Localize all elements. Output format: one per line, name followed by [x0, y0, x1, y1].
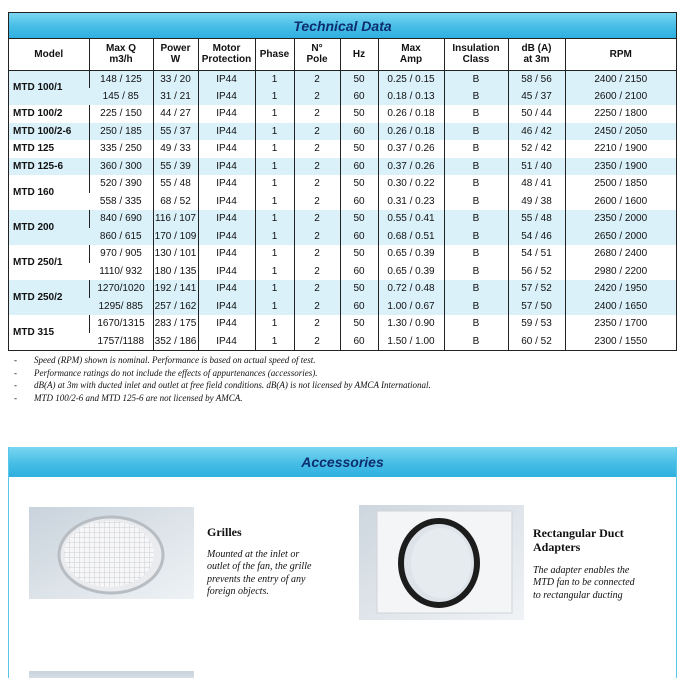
table-cell: B — [444, 228, 508, 246]
table-cell: 1757/1188 — [89, 333, 153, 351]
grilles-title: Grilles — [207, 525, 242, 539]
table-row — [9, 88, 676, 106]
table-row — [9, 193, 676, 211]
table-cell: B — [444, 88, 508, 106]
table-row — [9, 210, 676, 228]
table-cell: 55 / 39 — [153, 158, 198, 176]
table-cell: 49 / 38 — [508, 193, 565, 211]
table-cell: 335 / 250 — [89, 140, 153, 158]
table-row — [9, 123, 676, 141]
table-cell: 225 / 150 — [89, 105, 153, 123]
table-cell: 2 — [294, 280, 340, 298]
table-cell: 60 — [340, 298, 378, 316]
table-cell: 0.72 / 0.48 — [378, 280, 444, 298]
column-header: Phase — [255, 39, 294, 70]
table-cell: 1 — [255, 175, 294, 193]
table-cell: 54 / 46 — [508, 228, 565, 246]
table-cell: 2 — [294, 333, 340, 351]
table-cell: 1670/1315 — [89, 315, 153, 333]
table-cell: 2300 / 1550 — [565, 333, 676, 351]
table-cell: B — [444, 193, 508, 211]
model-cell: MTD 125-6 — [9, 158, 89, 176]
table-cell: 1295/ 885 — [89, 298, 153, 316]
table-cell: 145 / 85 — [89, 88, 153, 106]
table-cell: 50 — [340, 315, 378, 333]
table-cell: 283 / 175 — [153, 315, 198, 333]
table-cell: 2450 / 2050 — [565, 123, 676, 141]
table-cell: IP44 — [198, 210, 255, 228]
table-cell: 33 / 20 — [153, 70, 198, 88]
table-cell: 31 / 21 — [153, 88, 198, 106]
table-cell: IP44 — [198, 140, 255, 158]
table-cell: IP44 — [198, 245, 255, 263]
accessories-title: Accessories — [9, 447, 676, 477]
footnote: - MTD 100/2-6 and MTD 125-6 are not licensed by AMCA. — [14, 392, 654, 405]
table-row — [9, 333, 676, 351]
table-cell: IP44 — [198, 315, 255, 333]
column-header: Hz — [340, 39, 378, 70]
table-cell: 1 — [255, 228, 294, 246]
table-cell: 54 / 51 — [508, 245, 565, 263]
table-cell: 2 — [294, 140, 340, 158]
accessories-panel — [8, 447, 677, 678]
model-cell: MTD 315 — [9, 315, 89, 350]
table-cell: 130 / 101 — [153, 245, 198, 263]
table-cell: 2400 / 1650 — [565, 298, 676, 316]
table-cell: 50 — [340, 105, 378, 123]
table-cell: 1 — [255, 333, 294, 351]
table-cell: 59 / 53 — [508, 315, 565, 333]
table-cell: 2 — [294, 315, 340, 333]
table-cell: 2420 / 1950 — [565, 280, 676, 298]
table-cell: 2500 / 1850 — [565, 175, 676, 193]
table-cell: 50 — [340, 210, 378, 228]
table-cell: 55 / 48 — [508, 210, 565, 228]
table-cell: 2250 / 1800 — [565, 105, 676, 123]
table-cell: 2680 / 2400 — [565, 245, 676, 263]
table-cell: 2 — [294, 175, 340, 193]
column-header: Max Q m3/h — [89, 39, 153, 70]
table-cell: 2 — [294, 123, 340, 141]
column-header: Power W — [153, 39, 198, 70]
table-cell: 60 — [340, 263, 378, 281]
table-cell: 60 — [340, 333, 378, 351]
table-cell: 840 / 690 — [89, 210, 153, 228]
table-cell: 2 — [294, 88, 340, 106]
table-cell: B — [444, 315, 508, 333]
column-header: dB (A) at 3m — [508, 39, 565, 70]
table-cell: 1 — [255, 315, 294, 333]
table-row — [9, 315, 676, 333]
table-cell: 1 — [255, 158, 294, 176]
table-cell: IP44 — [198, 298, 255, 316]
table-row — [9, 280, 676, 298]
technical-data-table — [9, 39, 676, 350]
table-cell: 2650 / 2000 — [565, 228, 676, 246]
table-cell: IP44 — [198, 158, 255, 176]
column-header: Insulation Class — [444, 39, 508, 70]
table-cell: 0.65 / 0.39 — [378, 245, 444, 263]
table-cell: 1.30 / 0.90 — [378, 315, 444, 333]
table-cell: B — [444, 70, 508, 88]
table-cell: IP44 — [198, 123, 255, 141]
table-cell: 1 — [255, 88, 294, 106]
table-cell: 51 / 40 — [508, 158, 565, 176]
footnote: - Speed (RPM) shown is nominal. Performance is based on actual speed of test. — [14, 354, 654, 367]
table-cell: 0.30 / 0.22 — [378, 175, 444, 193]
table-cell: 1 — [255, 70, 294, 88]
table-cell: 0.26 / 0.18 — [378, 105, 444, 123]
table-cell: 2 — [294, 298, 340, 316]
table-cell: B — [444, 263, 508, 281]
table-cell: 1.00 / 0.67 — [378, 298, 444, 316]
model-cell: MTD 100/2 — [9, 105, 89, 123]
table-cell: 56 / 52 — [508, 263, 565, 281]
table-cell: 0.68 / 0.51 — [378, 228, 444, 246]
table-cell: IP44 — [198, 193, 255, 211]
table-cell: 48 / 41 — [508, 175, 565, 193]
table-cell: 50 — [340, 175, 378, 193]
table-cell: 60 — [340, 193, 378, 211]
table-cell: 860 / 615 — [89, 228, 153, 246]
table-cell: 1.50 / 1.00 — [378, 333, 444, 351]
table-cell: 50 / 44 — [508, 105, 565, 123]
table-row — [9, 140, 676, 158]
table-cell: 2 — [294, 263, 340, 281]
table-cell: 57 / 50 — [508, 298, 565, 316]
table-cell: 2350 / 1900 — [565, 158, 676, 176]
table-cell: B — [444, 175, 508, 193]
model-cell: MTD 125 — [9, 140, 89, 158]
table-cell: 52 / 42 — [508, 140, 565, 158]
table-cell: 352 / 186 — [153, 333, 198, 351]
table-cell: 60 — [340, 158, 378, 176]
footnote: - Performance ratings do not include the effects of appurtenances (accessories). — [14, 367, 654, 380]
table-cell: 558 / 335 — [89, 193, 153, 211]
table-cell: 148 / 125 — [89, 70, 153, 88]
table-cell: 1 — [255, 193, 294, 211]
table-cell: 250 / 185 — [89, 123, 153, 141]
table-cell: B — [444, 158, 508, 176]
grilles-description: Mounted at the inlet or outlet of the fan, the grille prevents the entry of any foreign objects. — [207, 549, 312, 598]
table-cell: 520 / 390 — [89, 175, 153, 193]
table-cell: IP44 — [198, 105, 255, 123]
table-row — [9, 175, 676, 193]
table-cell: 2350 / 1700 — [565, 315, 676, 333]
table-cell: 2980 / 2200 — [565, 263, 676, 281]
table-cell: 0.26 / 0.18 — [378, 123, 444, 141]
table-row — [9, 298, 676, 316]
footnote: - dB(A) at 3m with ducted inlet and outlet at free field conditions. dB(A) is not licensed by AMCA International. — [14, 379, 654, 392]
table-cell: 60 — [340, 123, 378, 141]
table-cell: IP44 — [198, 228, 255, 246]
table-cell: 2 — [294, 70, 340, 88]
table-cell: 0.25 / 0.15 — [378, 70, 444, 88]
table-cell: IP44 — [198, 280, 255, 298]
table-cell: 50 — [340, 70, 378, 88]
table-cell: 2 — [294, 193, 340, 211]
table-cell: 0.18 / 0.13 — [378, 88, 444, 106]
table-row — [9, 245, 676, 263]
table-cell: 1 — [255, 140, 294, 158]
model-cell: MTD 250/1 — [9, 245, 89, 280]
table-cell: 116 / 107 — [153, 210, 198, 228]
table-cell: IP44 — [198, 263, 255, 281]
table-cell: 55 / 48 — [153, 175, 198, 193]
table-cell: 1 — [255, 123, 294, 141]
table-cell: 2 — [294, 158, 340, 176]
table-cell: 1 — [255, 298, 294, 316]
table-cell: 50 — [340, 280, 378, 298]
table-cell: B — [444, 123, 508, 141]
table-cell: 58 / 56 — [508, 70, 565, 88]
table-cell: B — [444, 210, 508, 228]
technical-data-panel — [8, 12, 677, 351]
table-cell: 970 / 905 — [89, 245, 153, 263]
table-cell: B — [444, 140, 508, 158]
table-cell: 44 / 27 — [153, 105, 198, 123]
table-cell: 2600 / 1600 — [565, 193, 676, 211]
table-cell: 2 — [294, 228, 340, 246]
table-cell: 1 — [255, 263, 294, 281]
next-accessory-photo-partial — [29, 671, 194, 678]
table-cell: 257 / 162 — [153, 298, 198, 316]
table-cell: 1 — [255, 245, 294, 263]
table-cell: B — [444, 280, 508, 298]
table-cell: 360 / 300 — [89, 158, 153, 176]
footnotes — [14, 354, 654, 404]
table-cell: IP44 — [198, 175, 255, 193]
table-cell: B — [444, 105, 508, 123]
table-cell: 60 / 52 — [508, 333, 565, 351]
table-row — [9, 263, 676, 281]
table-cell: B — [444, 298, 508, 316]
table-cell: 2210 / 1900 — [565, 140, 676, 158]
model-cell: MTD 250/2 — [9, 280, 89, 315]
table-cell: B — [444, 245, 508, 263]
table-cell: 1110/ 932 — [89, 263, 153, 281]
table-cell: 55 / 37 — [153, 123, 198, 141]
table-row — [9, 158, 676, 176]
table-cell: 1 — [255, 105, 294, 123]
table-cell: 57 / 52 — [508, 280, 565, 298]
table-header-row — [9, 39, 676, 70]
table-cell: 1270/1020 — [89, 280, 153, 298]
table-cell: 180 / 135 — [153, 263, 198, 281]
model-cell: MTD 100/1 — [9, 70, 89, 105]
table-cell: 2 — [294, 245, 340, 263]
column-header: Model — [9, 39, 89, 70]
table-cell: 2350 / 2000 — [565, 210, 676, 228]
table-cell: 2400 / 2150 — [565, 70, 676, 88]
table-cell: 60 — [340, 228, 378, 246]
column-header: Motor Protection — [198, 39, 255, 70]
table-cell: 45 / 37 — [508, 88, 565, 106]
table-cell: IP44 — [198, 70, 255, 88]
table-cell: 0.37 / 0.26 — [378, 140, 444, 158]
column-header: RPM — [565, 39, 676, 70]
table-row — [9, 105, 676, 123]
model-cell: MTD 160 — [9, 175, 89, 210]
table-cell: 1 — [255, 210, 294, 228]
model-cell: MTD 200 — [9, 210, 89, 245]
column-header: Max Amp — [378, 39, 444, 70]
table-cell: 49 / 33 — [153, 140, 198, 158]
table-cell: IP44 — [198, 333, 255, 351]
table-row — [9, 70, 676, 88]
duct-adapter-photo — [359, 505, 524, 620]
table-cell: 1 — [255, 280, 294, 298]
table-cell: 192 / 141 — [153, 280, 198, 298]
table-cell: 2 — [294, 210, 340, 228]
column-header: N° Pole — [294, 39, 340, 70]
table-cell: 50 — [340, 245, 378, 263]
table-cell: 0.31 / 0.23 — [378, 193, 444, 211]
grille-photo — [29, 507, 194, 599]
table-cell: 0.55 / 0.41 — [378, 210, 444, 228]
table-cell: 0.65 / 0.39 — [378, 263, 444, 281]
duct-adapters-description: The adapter enables the MTD fan to be connected to rectangular ducting — [533, 565, 635, 601]
table-cell: IP44 — [198, 88, 255, 106]
duct-adapters-title: Rectangular Duct Adapters — [533, 526, 624, 554]
table-cell: 68 / 52 — [153, 193, 198, 211]
table-cell: 50 — [340, 140, 378, 158]
table-cell: 46 / 42 — [508, 123, 565, 141]
table-cell: 2 — [294, 105, 340, 123]
table-cell: B — [444, 333, 508, 351]
table-cell: 170 / 109 — [153, 228, 198, 246]
table-row — [9, 228, 676, 246]
table-cell: 0.37 / 0.26 — [378, 158, 444, 176]
table-cell: 2600 / 2100 — [565, 88, 676, 106]
technical-data-title: Technical Data — [9, 13, 676, 39]
model-cell: MTD 100/2-6 — [9, 123, 89, 141]
table-cell: 60 — [340, 88, 378, 106]
